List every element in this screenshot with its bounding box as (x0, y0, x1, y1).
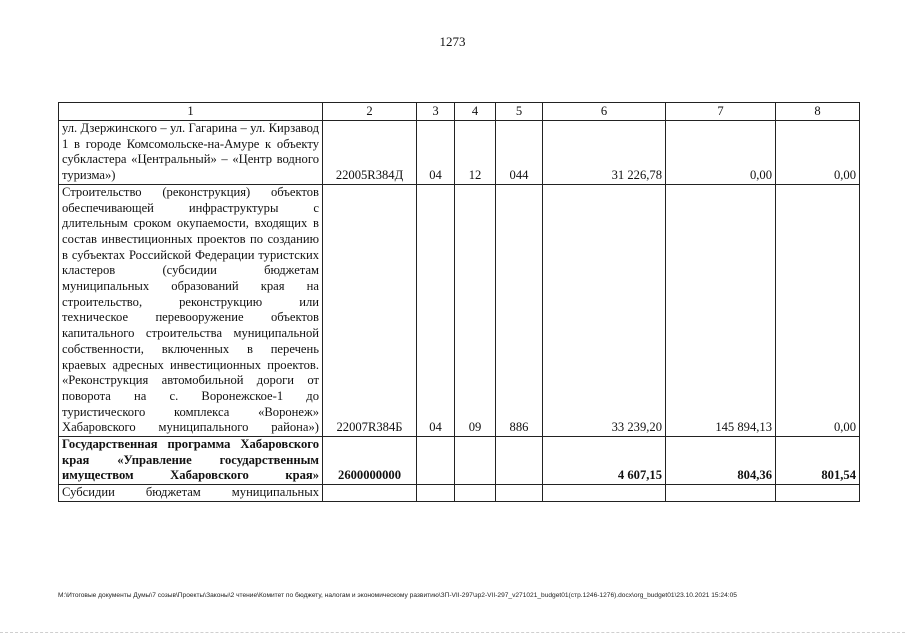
subsection-code (455, 437, 496, 485)
expense-type-code (496, 437, 543, 485)
amount-col7: 145 894,13 (666, 184, 776, 436)
amount-col8: 0,00 (776, 184, 860, 436)
section-code: 04 (417, 121, 455, 185)
header-cell: 6 (543, 103, 666, 121)
table-row (59, 437, 860, 485)
page-divider (0, 632, 905, 633)
header-cell: 8 (776, 103, 860, 121)
header-cell: 7 (666, 103, 776, 121)
subsection-code: 09 (455, 184, 496, 436)
subsection-code: 12 (455, 121, 496, 185)
amount-col8 (776, 485, 860, 502)
amount-col7 (666, 485, 776, 502)
budget-table (58, 102, 860, 502)
target-article-code: 22005R384Д (323, 121, 417, 185)
amount-col6: 31 226,78 (543, 121, 666, 185)
section-code (417, 485, 455, 502)
amount-col8: 801,54 (776, 437, 860, 485)
amount-col7: 804,36 (666, 437, 776, 485)
footer-file-path: M:\Итоговые документы Думы\7 созыв\Проекты\Законы\2 чтение\Комитет по бюджету, налогам и экономическому развитию\ЗП-VII-297\зр2-VII-297_v271021_budget01(стр.1246-1276).docx\org_budget01\23.10.2021 15:24:05 (58, 592, 737, 599)
section-code (417, 437, 455, 485)
amount-col6 (543, 485, 666, 502)
expense-type-code: 044 (496, 121, 543, 185)
expense-type-code (496, 485, 543, 502)
header-cell: 3 (417, 103, 455, 121)
header-row (59, 103, 860, 121)
table-row (59, 184, 860, 436)
row-description: Государственная программа Хабаровского края «Управление государственным имуществом Хабаровского края» (59, 437, 323, 485)
amount-col8: 0,00 (776, 121, 860, 185)
table-row (59, 121, 860, 185)
subsection-code (455, 485, 496, 502)
expense-type-code: 886 (496, 184, 543, 436)
header-cell: 2 (323, 103, 417, 121)
row-description: Строительство (реконструкция) объектов обеспечивающей инфраструктуры с длительным сроком окупаемости, входящих в состав инвестиционных проектов по созданию в субъектах Российской Федерации туристских кластеров (субсидии бюджетам муниципальных образований края на строительство, реконструкцию или техническое перевооружение объектов капитального строительства муниципальной собственности, включенных в перечень краевых адресных инвестиционных проектов. «Реконструкция автомобильной дороги от поворота на с. Воронежское-1 до туристического комплекса «Воронеж» Хабаровского муниципального района») (59, 184, 323, 436)
table-row (59, 485, 860, 502)
target-article-code (323, 485, 417, 502)
header-cell: 4 (455, 103, 496, 121)
row-description: ул. Дзержинского – ул. Гагарина – ул. Кирзавод 1 в городе Комсомольске-на-Амуре к объекту субкластера «Центральный» – «Центр водного туризма») (59, 121, 323, 185)
header-cell: 1 (59, 103, 323, 121)
page-number: 1273 (439, 34, 466, 49)
header-cell: 5 (496, 103, 543, 121)
section-code: 04 (417, 184, 455, 436)
amount-col6: 33 239,20 (543, 184, 666, 436)
target-article-code: 2600000000 (323, 437, 417, 485)
amount-col7: 0,00 (666, 121, 776, 185)
row-description: Субсидии бюджетам муниципальных (59, 485, 323, 502)
amount-col6: 4 607,15 (543, 437, 666, 485)
target-article-code: 22007R384Б (323, 184, 417, 436)
